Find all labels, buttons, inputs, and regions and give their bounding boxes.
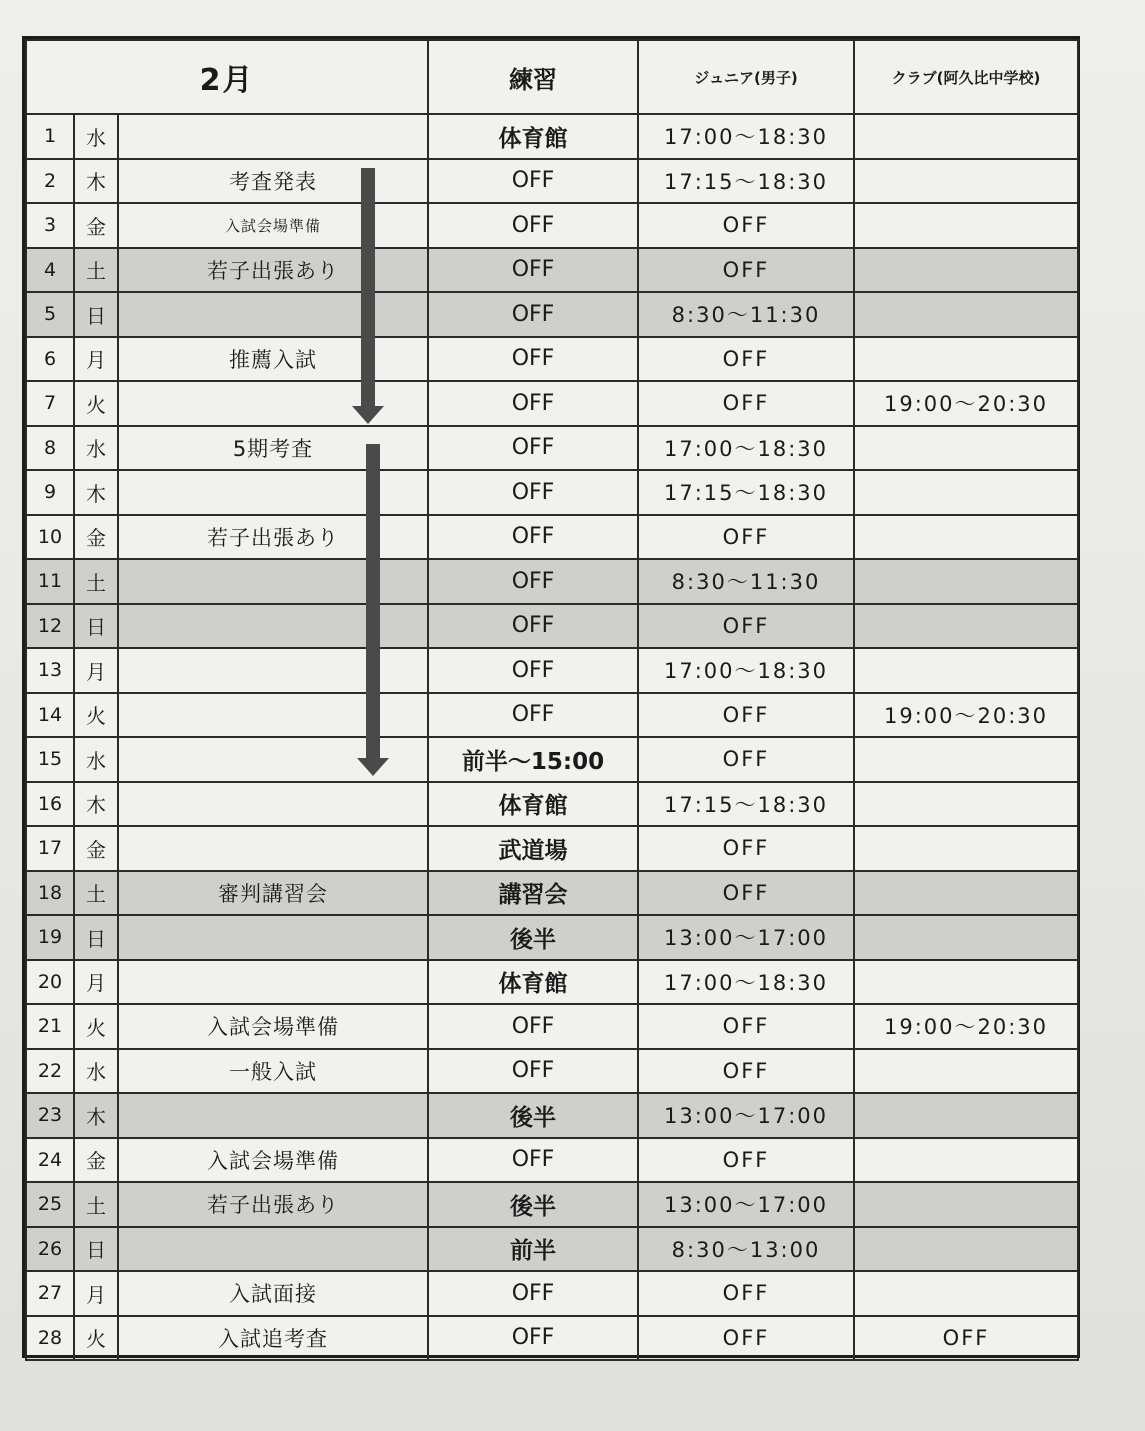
- weekday-cell: 水: [74, 114, 118, 159]
- event-cell: 入試会場準備: [118, 1138, 428, 1183]
- table-row: [26, 1093, 1078, 1138]
- junior-cell: 8:30〜13:00: [638, 1227, 854, 1272]
- day-cell: 15: [26, 737, 74, 782]
- weekday-cell: 木: [74, 470, 118, 515]
- event-cell: 一般入試: [118, 1049, 428, 1094]
- practice-cell: 体育館: [428, 960, 638, 1005]
- practice-cell: OFF: [428, 1271, 638, 1316]
- weekday-cell: 土: [74, 559, 118, 604]
- event-cell: 入試会場準備: [118, 1004, 428, 1049]
- club-cell: [854, 159, 1078, 204]
- table-row: [26, 737, 1078, 782]
- club-cell: [854, 1271, 1078, 1316]
- day-cell: 22: [26, 1049, 74, 1094]
- table-row: [26, 1271, 1078, 1316]
- day-cell: 27: [26, 1271, 74, 1316]
- table-row: [26, 1138, 1078, 1183]
- club-cell: [854, 1138, 1078, 1183]
- club-cell: [854, 292, 1078, 337]
- junior-cell: OFF: [638, 515, 854, 560]
- day-cell: 2: [26, 159, 74, 204]
- table-row: [26, 470, 1078, 515]
- junior-cell: 13:00〜17:00: [638, 1093, 854, 1138]
- table-row: [26, 559, 1078, 604]
- event-cell: 推薦入試: [118, 337, 428, 382]
- day-cell: 24: [26, 1138, 74, 1183]
- weekday-cell: 日: [74, 915, 118, 960]
- event-cell: 入試面接: [118, 1271, 428, 1316]
- weekday-cell: 土: [74, 871, 118, 916]
- weekday-cell: 火: [74, 693, 118, 738]
- weekday-cell: 月: [74, 960, 118, 1005]
- practice-cell: OFF: [428, 1138, 638, 1183]
- event-cell: [118, 782, 428, 827]
- club-cell: [854, 426, 1078, 471]
- club-cell: [854, 337, 1078, 382]
- event-cell: 審判講習会: [118, 871, 428, 916]
- day-cell: 4: [26, 248, 74, 293]
- practice-cell: OFF: [428, 248, 638, 293]
- day-cell: 11: [26, 559, 74, 604]
- day-cell: 10: [26, 515, 74, 560]
- event-cell: [118, 915, 428, 960]
- practice-cell: OFF: [428, 203, 638, 248]
- event-cell: [118, 1093, 428, 1138]
- junior-cell: OFF: [638, 248, 854, 293]
- day-cell: 25: [26, 1182, 74, 1227]
- weekday-cell: 木: [74, 1093, 118, 1138]
- junior-cell: 17:00〜18:30: [638, 648, 854, 693]
- club-cell: [854, 604, 1078, 649]
- table-row: [26, 381, 1078, 426]
- table-row: [26, 693, 1078, 738]
- practice-cell: 後半: [428, 915, 638, 960]
- practice-cell: OFF: [428, 1004, 638, 1049]
- practice-cell: OFF: [428, 648, 638, 693]
- club-cell: [854, 1049, 1078, 1094]
- practice-cell: 体育館: [428, 114, 638, 159]
- event-cell: [118, 1227, 428, 1272]
- table-row: [26, 114, 1078, 159]
- day-cell: 16: [26, 782, 74, 827]
- club-header: クラブ(阿久比中学校): [854, 40, 1078, 114]
- practice-header: 練習: [428, 40, 638, 114]
- club-cell: [854, 1182, 1078, 1227]
- day-cell: 7: [26, 381, 74, 426]
- day-cell: 19: [26, 915, 74, 960]
- event-cell: [118, 826, 428, 871]
- practice-cell: 前半〜15:00: [428, 737, 638, 782]
- day-cell: 21: [26, 1004, 74, 1049]
- junior-cell: 13:00〜17:00: [638, 1182, 854, 1227]
- event-cell: 入試追考査: [118, 1316, 428, 1361]
- junior-cell: 8:30〜11:30: [638, 559, 854, 604]
- event-cell: 入試会場準備: [118, 203, 428, 248]
- junior-cell: 17:15〜18:30: [638, 470, 854, 515]
- junior-cell: 17:00〜18:30: [638, 114, 854, 159]
- club-cell: 19:00〜20:30: [854, 381, 1078, 426]
- table-row: [26, 782, 1078, 827]
- practice-cell: 講習会: [428, 871, 638, 916]
- club-cell: [854, 1093, 1078, 1138]
- junior-cell: 17:00〜18:30: [638, 960, 854, 1005]
- junior-cell: 13:00〜17:00: [638, 915, 854, 960]
- table-row: [26, 248, 1078, 293]
- weekday-cell: 土: [74, 248, 118, 293]
- club-cell: OFF: [854, 1316, 1078, 1361]
- table-row: [26, 515, 1078, 560]
- day-cell: 14: [26, 693, 74, 738]
- event-cell: [118, 604, 428, 649]
- day-cell: 20: [26, 960, 74, 1005]
- day-cell: 12: [26, 604, 74, 649]
- table-row: [26, 604, 1078, 649]
- weekday-cell: 金: [74, 826, 118, 871]
- club-cell: [854, 470, 1078, 515]
- junior-cell: OFF: [638, 693, 854, 738]
- arrow-down-icon: [366, 444, 380, 760]
- club-cell: [854, 559, 1078, 604]
- table-row: [26, 337, 1078, 382]
- practice-cell: 後半: [428, 1093, 638, 1138]
- club-cell: [854, 1227, 1078, 1272]
- junior-cell: OFF: [638, 1138, 854, 1183]
- practice-cell: OFF: [428, 693, 638, 738]
- weekday-cell: 水: [74, 1049, 118, 1094]
- club-cell: [854, 915, 1078, 960]
- event-cell: 考査発表: [118, 159, 428, 204]
- junior-cell: OFF: [638, 1049, 854, 1094]
- weekday-cell: 日: [74, 1227, 118, 1272]
- practice-cell: 後半: [428, 1182, 638, 1227]
- event-cell: 若子出張あり: [118, 515, 428, 560]
- weekday-cell: 火: [74, 1004, 118, 1049]
- event-cell: [118, 292, 428, 337]
- table-row: [26, 648, 1078, 693]
- table-row: [26, 203, 1078, 248]
- club-cell: [854, 114, 1078, 159]
- junior-cell: OFF: [638, 1271, 854, 1316]
- weekday-cell: 木: [74, 159, 118, 204]
- weekday-cell: 金: [74, 1138, 118, 1183]
- weekday-cell: 金: [74, 203, 118, 248]
- practice-cell: OFF: [428, 381, 638, 426]
- junior-cell: 8:30〜11:30: [638, 292, 854, 337]
- weekday-cell: 金: [74, 515, 118, 560]
- event-cell: [118, 114, 428, 159]
- club-cell: [854, 960, 1078, 1005]
- practice-cell: 体育館: [428, 782, 638, 827]
- junior-cell: OFF: [638, 1316, 854, 1361]
- club-cell: [854, 248, 1078, 293]
- day-cell: 17: [26, 826, 74, 871]
- event-cell: [118, 648, 428, 693]
- weekday-cell: 木: [74, 782, 118, 827]
- table-row: [26, 826, 1078, 871]
- junior-cell: OFF: [638, 871, 854, 916]
- day-cell: 26: [26, 1227, 74, 1272]
- practice-cell: OFF: [428, 559, 638, 604]
- practice-cell: OFF: [428, 1049, 638, 1094]
- event-cell: 若子出張あり: [118, 248, 428, 293]
- practice-cell: OFF: [428, 1316, 638, 1361]
- weekday-cell: 火: [74, 1316, 118, 1361]
- weekday-cell: 日: [74, 604, 118, 649]
- practice-cell: OFF: [428, 337, 638, 382]
- table-row: [26, 915, 1078, 960]
- table-row: [26, 1316, 1078, 1361]
- practice-cell: 前半: [428, 1227, 638, 1272]
- event-cell: [118, 559, 428, 604]
- day-cell: 6: [26, 337, 74, 382]
- junior-header: ジュニア(男子): [638, 40, 854, 114]
- club-cell: [854, 737, 1078, 782]
- month-header: 2月: [26, 40, 428, 114]
- junior-cell: OFF: [638, 381, 854, 426]
- weekday-cell: 水: [74, 737, 118, 782]
- club-cell: [854, 203, 1078, 248]
- event-cell: 5期考査: [118, 426, 428, 471]
- schedule-table: [25, 39, 1079, 1361]
- day-cell: 3: [26, 203, 74, 248]
- practice-cell: OFF: [428, 426, 638, 471]
- practice-cell: OFF: [428, 159, 638, 204]
- junior-cell: OFF: [638, 203, 854, 248]
- junior-cell: OFF: [638, 604, 854, 649]
- weekday-cell: 日: [74, 292, 118, 337]
- event-cell: [118, 960, 428, 1005]
- club-cell: 19:00〜20:30: [854, 693, 1078, 738]
- header-row: [26, 40, 1078, 114]
- day-cell: 23: [26, 1093, 74, 1138]
- schedule-table-frame: [22, 36, 1080, 1358]
- practice-cell: 武道場: [428, 826, 638, 871]
- table-row: [26, 871, 1078, 916]
- club-cell: [854, 871, 1078, 916]
- day-cell: 9: [26, 470, 74, 515]
- club-cell: [854, 648, 1078, 693]
- weekday-cell: 月: [74, 337, 118, 382]
- junior-cell: OFF: [638, 1004, 854, 1049]
- weekday-cell: 火: [74, 381, 118, 426]
- table-row: [26, 1227, 1078, 1272]
- weekday-cell: 水: [74, 426, 118, 471]
- weekday-cell: 月: [74, 648, 118, 693]
- junior-cell: OFF: [638, 826, 854, 871]
- table-row: [26, 426, 1078, 471]
- weekday-cell: 月: [74, 1271, 118, 1316]
- practice-cell: OFF: [428, 604, 638, 649]
- event-cell: [118, 470, 428, 515]
- practice-cell: OFF: [428, 470, 638, 515]
- table-row: [26, 1004, 1078, 1049]
- practice-cell: OFF: [428, 292, 638, 337]
- junior-cell: 17:00〜18:30: [638, 426, 854, 471]
- weekday-cell: 土: [74, 1182, 118, 1227]
- table-row: [26, 1182, 1078, 1227]
- table-row: [26, 960, 1078, 1005]
- table-row: [26, 292, 1078, 337]
- table-row: [26, 159, 1078, 204]
- junior-cell: OFF: [638, 737, 854, 782]
- arrow-down-icon: [361, 168, 375, 408]
- table-row: [26, 1049, 1078, 1094]
- day-cell: 1: [26, 114, 74, 159]
- event-cell: 若子出張あり: [118, 1182, 428, 1227]
- club-cell: [854, 826, 1078, 871]
- junior-cell: 17:15〜18:30: [638, 159, 854, 204]
- day-cell: 13: [26, 648, 74, 693]
- day-cell: 28: [26, 1316, 74, 1361]
- junior-cell: OFF: [638, 337, 854, 382]
- club-cell: [854, 782, 1078, 827]
- day-cell: 5: [26, 292, 74, 337]
- day-cell: 18: [26, 871, 74, 916]
- club-cell: [854, 515, 1078, 560]
- club-cell: 19:00〜20:30: [854, 1004, 1078, 1049]
- day-cell: 8: [26, 426, 74, 471]
- practice-cell: OFF: [428, 515, 638, 560]
- junior-cell: 17:15〜18:30: [638, 782, 854, 827]
- event-cell: [118, 693, 428, 738]
